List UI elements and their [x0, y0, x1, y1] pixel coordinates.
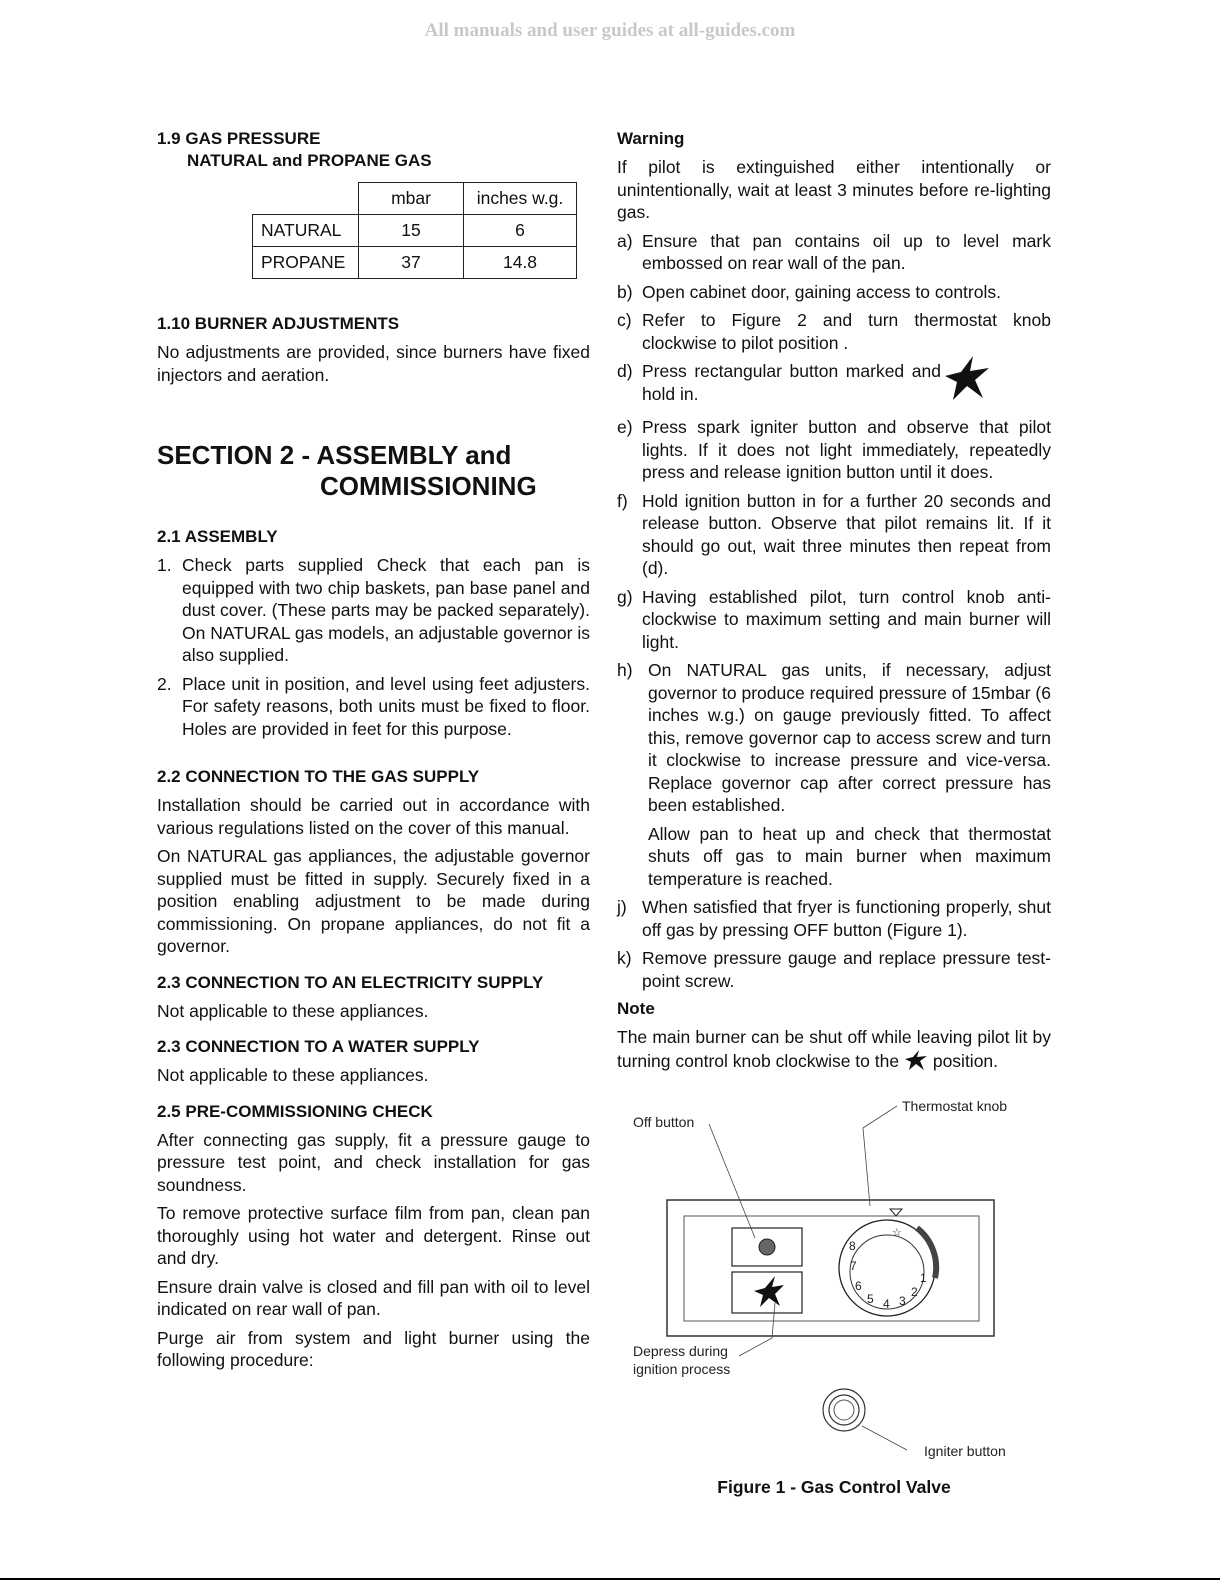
table-cell: NATURAL [253, 215, 359, 247]
list-item-text: Refer to Figure 2 and turn thermostat knob clockwise to pilot position . [642, 310, 1051, 353]
section-2-5-paragraph: Ensure drain valve is closed and fill pan with oil to level indicated on rear wall of pan. [157, 1276, 590, 1319]
section-2-5-title: 2.5 PRE-COMMISSIONING CHECK [157, 1101, 433, 1121]
list-item [617, 360, 1051, 410]
note-text-part2: position. [932, 1050, 999, 1071]
list-item [157, 673, 590, 741]
list-item-text: Hold ignition button in for a further 20 seconds and release button. Observe that pilot remains lit. If it should go out, wait three minutes then repeat from (d). [642, 490, 1051, 578]
list-marker: a) [617, 230, 633, 251]
section-2-3-title: 2.3 CONNECTION TO AN ELECTRICITY SUPPLY [157, 972, 544, 992]
section-2-heading-line2: COMMISSIONING [320, 471, 537, 501]
list-item [617, 490, 1051, 580]
list-item-text: Check parts supplied Check that each pan is equipped with two chip baskets, pan base panel and dust cover. (These parts may be packed separately). On NATURAL gas models, an adjustable governor is also supplied. [182, 555, 590, 665]
table-row [253, 247, 577, 279]
list-item-text: Open cabinet door, gaining access to controls. [642, 281, 1001, 302]
table-row [253, 215, 577, 247]
svg-text:☆: ☆ [892, 1226, 902, 1239]
dial-number: 1 [920, 1271, 927, 1285]
depress-label-line1: Depress during [633, 1343, 728, 1359]
assembly-list [157, 554, 590, 740]
section-2-5-paragraph: To remove protective surface film from pan, clean pan thoroughly using hot water and detergent. Rinse out and dry. [157, 1203, 590, 1268]
section-1-9-title: 1.9 GAS PRESSURE [157, 129, 321, 148]
right-column [617, 128, 1051, 1499]
section-1-9-subtitle: NATURAL and PROPANE GAS [187, 151, 432, 170]
list-item-text: Press rectangular button marked and hold in. [642, 361, 941, 404]
section-2-heading-line1: SECTION 2 - ASSEMBLY and [157, 440, 512, 470]
dial-number: 6 [855, 1279, 862, 1293]
section-2-2-paragraph: Installation should be carried out in accordance with various regulations listed on the cover of this manual. [157, 795, 590, 838]
note-title: Note [617, 999, 655, 1018]
list-item-text: Place unit in position, and level using feet adjusters. For safety reasons, both units must be fixed to floor. Holes are provided in feet for this purpose. [182, 673, 590, 739]
list-item [617, 586, 1051, 654]
list-item [617, 309, 1051, 354]
page-bottom-rule [0, 1578, 1220, 1580]
table-cell: 6 [464, 215, 577, 247]
section-2-1-title: 2.1 ASSEMBLY [157, 527, 278, 546]
gas-pressure-table [252, 182, 577, 279]
list-item [617, 659, 1051, 817]
list-item-text: Ensure that pan contains oil up to level mark embossed on rear wall of the pan. [642, 230, 1051, 273]
dial-number: 4 [883, 1297, 890, 1311]
warning-title: Warning [617, 129, 685, 148]
watermark: All manuals and user guides at all-guides.com [424, 20, 796, 41]
table-cell: 37 [359, 247, 464, 279]
off-button-label: Off button [633, 1114, 695, 1130]
depress-label-line2: ignition process [633, 1361, 731, 1377]
pilot-star-icon [904, 1049, 928, 1071]
list-marker: 2. [157, 673, 172, 694]
section-1-10-title: 1.10 BURNER ADJUSTMENTS [157, 314, 400, 333]
dial-number: 7 [850, 1259, 857, 1273]
table-header-row [253, 183, 577, 215]
dial-number: 2 [911, 1285, 918, 1299]
list-item-text: On NATURAL gas units, if necessary, adjust governor to produce required pressure of 15mbar (6 inches w.g.) on gauge previously fitted. To affect this, remove governor cap to access screw and turn it clockwise to increase pressure and vice-versa. Replace governor cap after correct pressure has been established. [648, 660, 1051, 815]
list-item-text: When satisfied that fryer is functioning properly, shut off gas by pressing OFF button (Figure 1). [642, 897, 1051, 940]
table-header-cell: mbar [359, 183, 464, 215]
list-item [617, 823, 1051, 891]
list-item [617, 896, 1051, 941]
section-1-10-text: No adjustments are provided, since burners have fixed injectors and aeration. [157, 342, 590, 385]
list-item [157, 554, 590, 667]
dial-number: 3 [899, 1294, 906, 1308]
left-column [157, 128, 590, 1372]
list-item-text: Having established pilot, turn control knob anti-clockwise to maximum setting and main burner will light. [642, 586, 1051, 652]
note-text [617, 1026, 1051, 1072]
table-header-cell: inches w.g. [464, 183, 577, 215]
gas-control-valve-drawing [617, 1088, 1051, 1468]
list-marker: k) [617, 948, 632, 968]
table-cell: 15 [359, 215, 464, 247]
section-2-3-text: Not applicable to these appliances. [157, 1000, 429, 1021]
list-item-text: Remove pressure gauge and replace pressure test-point screw. [642, 948, 1051, 991]
table-cell: PROPANE [253, 247, 359, 279]
list-marker: f) [617, 490, 628, 511]
section-2-5-paragraph: After connecting gas supply, fit a pressure gauge to pressure test point, and check installation for gas soundness. [157, 1129, 590, 1195]
list-marker: h) [617, 660, 633, 680]
section-2-5-paragraph: Purge air from system and light burner using the following procedure: [157, 1327, 590, 1370]
table-header-cell [253, 183, 359, 215]
figure-caption: Figure 1 - Gas Control Valve [717, 1477, 951, 1497]
list-item-text: Allow pan to heat up and check that thermostat shuts off gas to main burner when maximum temperature is reached. [648, 823, 1051, 889]
igniter-button-label: Igniter button [924, 1443, 1006, 1459]
section-2-2-title: 2.2 CONNECTION TO THE GAS SUPPLY [157, 767, 480, 786]
list-item [617, 416, 1051, 484]
pilot-star-icon [943, 354, 991, 402]
thermostat-knob-label: Thermostat knob [902, 1098, 1008, 1114]
lighting-steps [617, 230, 1051, 993]
list-marker: c) [617, 310, 632, 330]
list-item [617, 947, 1051, 992]
warning-text: If pilot is extinguished either intentionally or unintentionally, wait at least 3 minutes before re-lighting gas. [617, 157, 1051, 222]
list-marker: 1. [157, 555, 172, 575]
section-2-2-paragraph: On NATURAL gas appliances, the adjustable governor supplied must be fitted in supply. Securely fixed in a position enabling adjustment to be made during commissioning. On propane appliances, do not fit a governor. [157, 846, 590, 956]
list-marker: b) [617, 281, 633, 302]
list-marker: g) [617, 586, 633, 607]
list-marker: e) [617, 417, 633, 437]
gas-control-valve-figure [617, 1088, 1051, 1468]
list-marker: j) [617, 897, 627, 917]
list-marker: d) [617, 361, 633, 381]
note-text-part1: The main burner can be shut off while leaving pilot lit by turning control knob clockwise to the [617, 1027, 1051, 1071]
list-item [617, 230, 1051, 275]
section-2-heading [157, 440, 590, 502]
dial-number: 5 [867, 1292, 874, 1306]
list-item-text: Press spark igniter button and observe that pilot lights. If it does not light immediately, repeatedly press and release ignition button until it does. [642, 417, 1051, 482]
dial-number: 8 [849, 1239, 856, 1253]
section-2-4-title: 2.3 CONNECTION TO A WATER SUPPLY [157, 1037, 480, 1056]
section-2-4-text: Not applicable to these appliances. [157, 1065, 429, 1085]
table-cell: 14.8 [464, 247, 577, 279]
list-item [617, 281, 1051, 304]
